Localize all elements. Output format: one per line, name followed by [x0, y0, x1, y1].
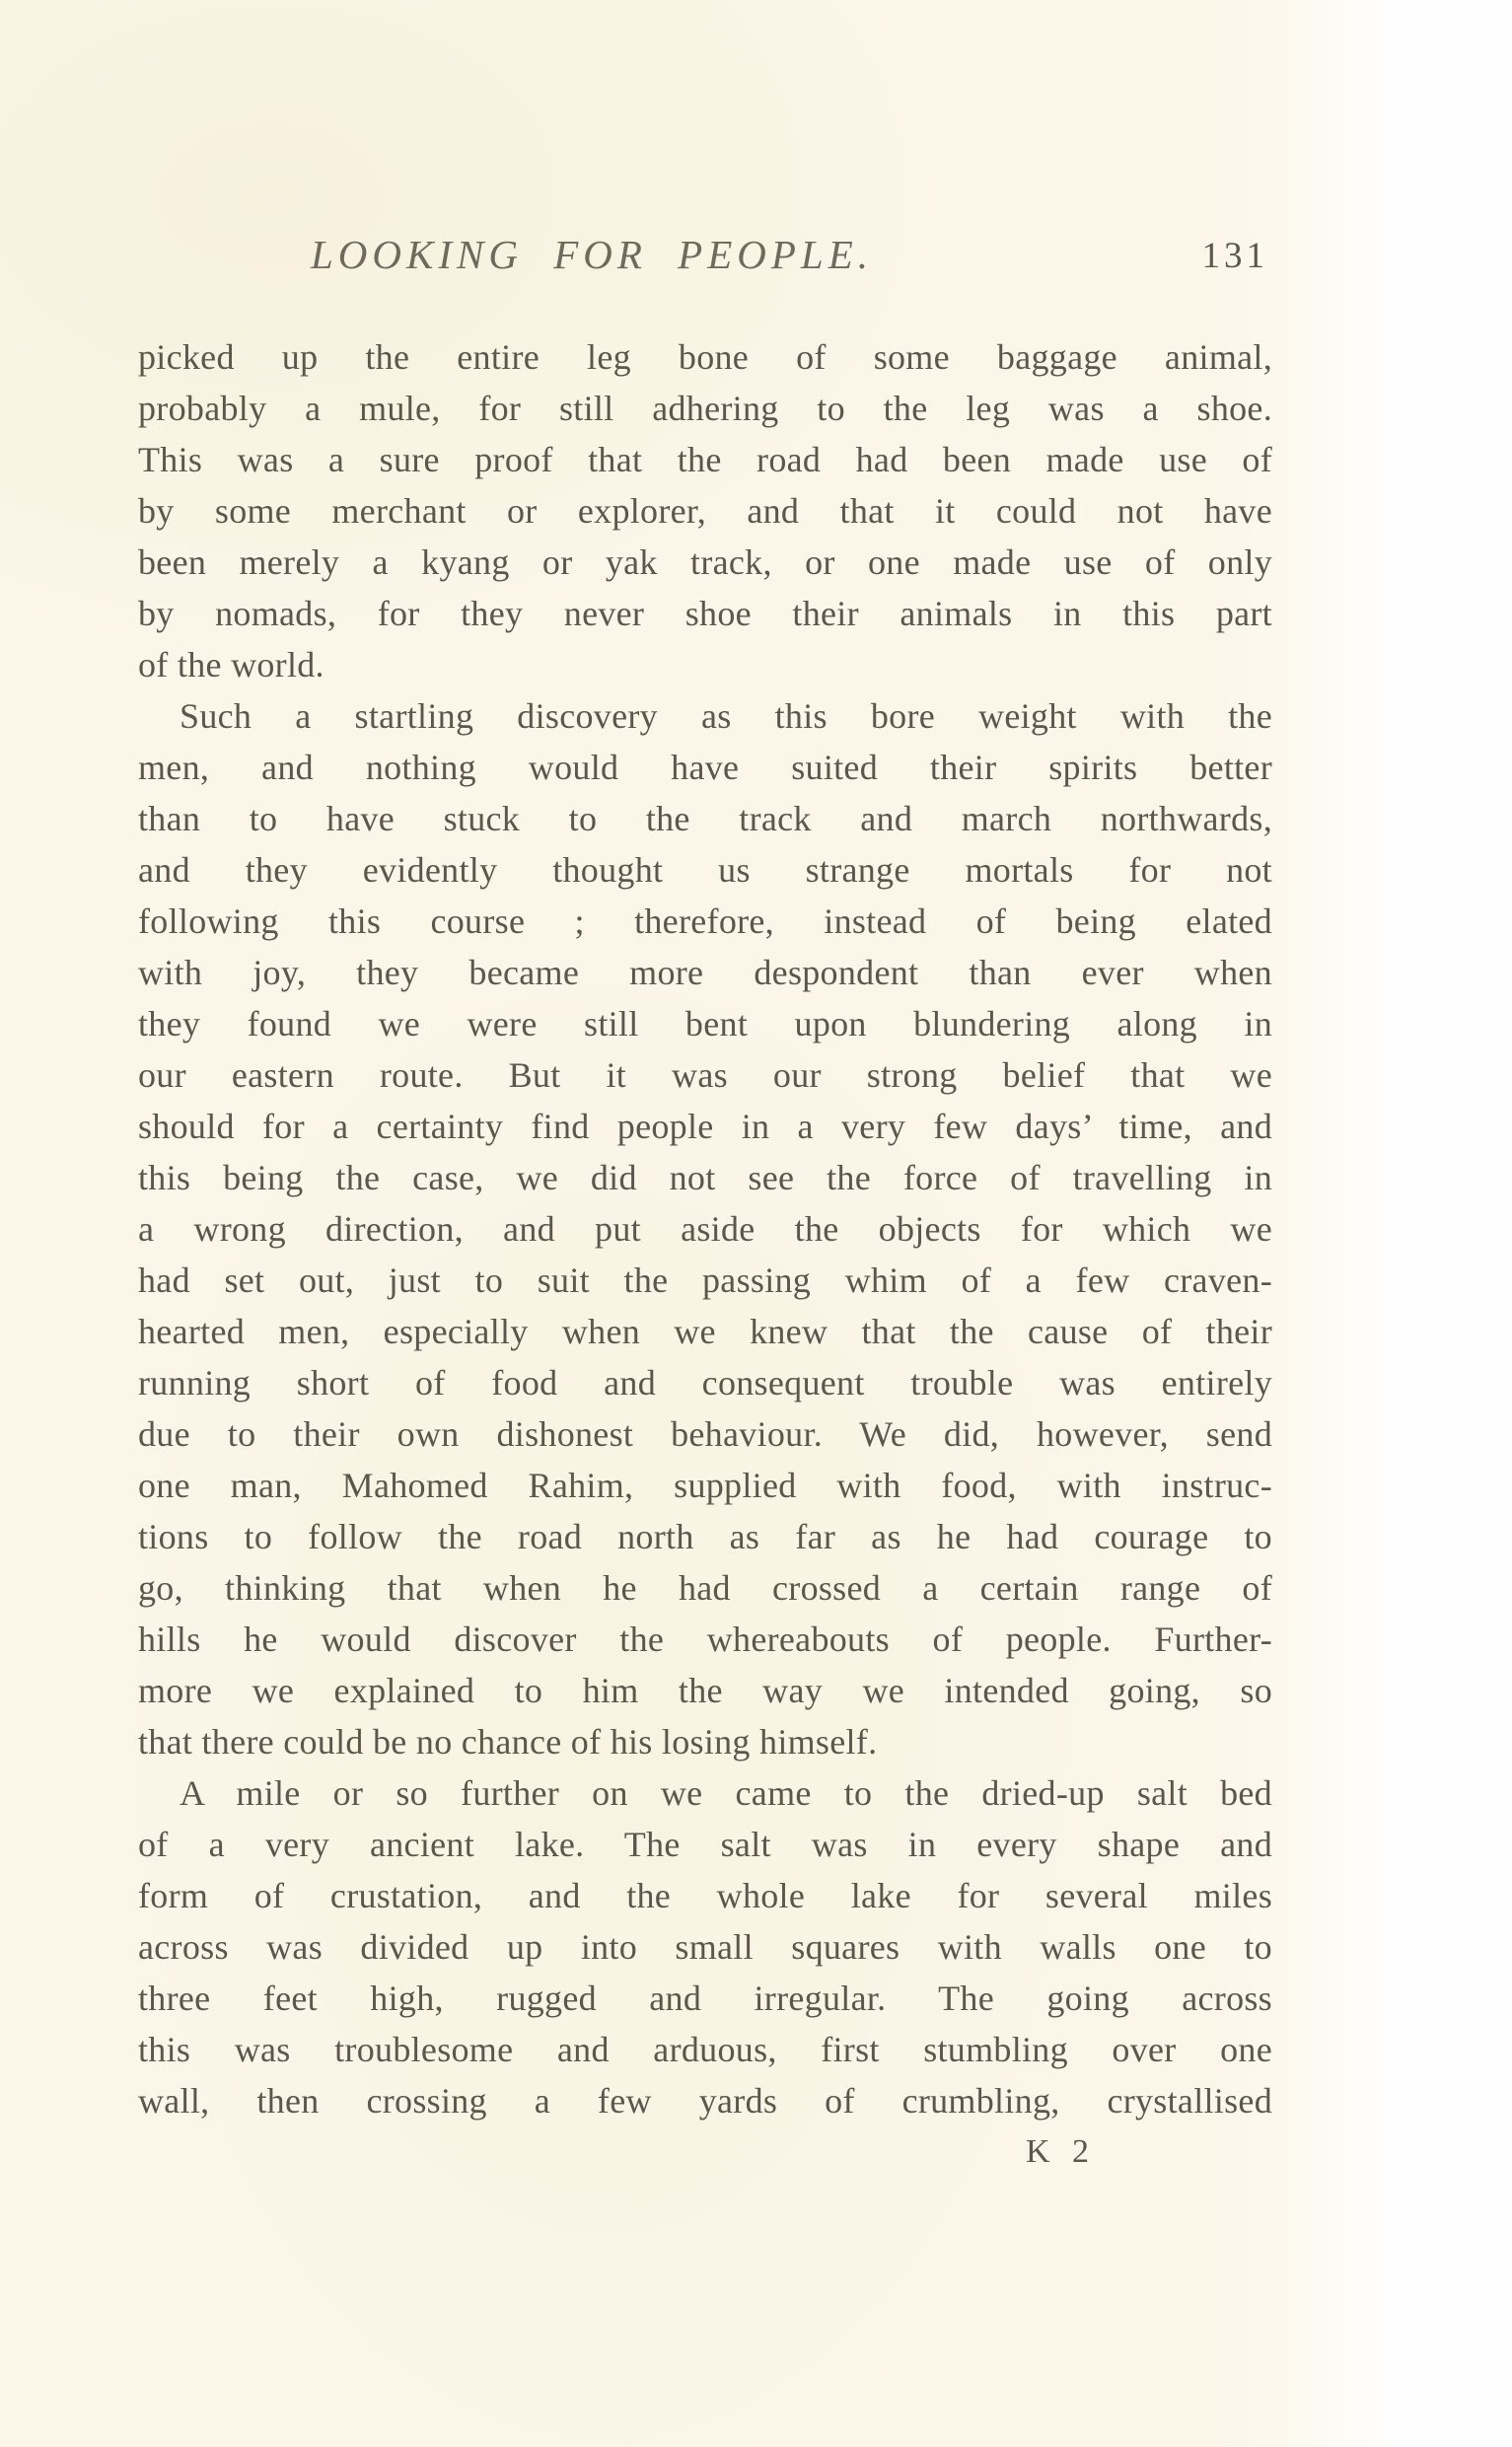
text-line: and they evidently thought us strange mortals for not [138, 850, 1272, 890]
text-line: with joy, they became more despondent than ever when [138, 953, 1272, 992]
text-line: more we explained to him the way we intended going, so [138, 1671, 1272, 1710]
text-line: tions to follow the road north as far as he had courage to [138, 1517, 1272, 1556]
text-line: by nomads, for they never shoe their animals in this part [138, 594, 1272, 633]
text-line: three feet high, rugged and irregular. The going across [138, 1979, 1272, 2018]
text-line: one man, Mahomed Rahim, supplied with food, with instruc- [138, 1466, 1272, 1505]
text-line: had set out, just to suit the passing whim of a few craven- [138, 1260, 1272, 1300]
text-line: picked up the entire leg bone of some baggage animal, [138, 337, 1272, 377]
text-line: they found we were still bent upon blundering along in [138, 1004, 1272, 1044]
text-line: of a very ancient lake. The salt was in every shape and [138, 1825, 1272, 1864]
text-line: a wrong direction, and put aside the objects for which we [138, 1209, 1272, 1249]
body-text-block [138, 331, 1272, 2126]
text-line: hearted men, especially when we knew that the cause of their [138, 1312, 1272, 1351]
text-line: wall, then crossing a few yards of crumbling, crystallised [138, 2081, 1272, 2121]
text-line: of the world. [138, 645, 324, 684]
signature-mark: K 2 [1026, 2133, 1097, 2170]
text-line: than to have stuck to the track and march northwards, [138, 799, 1272, 838]
text-line: this was troublesome and arduous, first stumbling over one [138, 2030, 1272, 2069]
text-line: Such a startling discovery as this bore weight with the [180, 696, 1272, 736]
text-line: due to their own dishonest behaviour. We did, however, send [138, 1414, 1272, 1454]
running-title: LOOKING FOR PEOPLE. [310, 232, 873, 277]
paragraph [138, 690, 1272, 1767]
text-line: probably a mule, for still adhering to the leg was a shoe. [138, 389, 1272, 428]
text-line: This was a sure proof that the road had been made use of [138, 440, 1272, 479]
text-line: men, and nothing would have suited their spirits better [138, 748, 1272, 787]
text-line: following this course ; therefore, instead of being elated [138, 901, 1272, 941]
text-line: this being the case, we did not see the force of travelling in [138, 1158, 1272, 1197]
text-line: that there could be no chance of his losing himself. [138, 1722, 878, 1762]
text-line: should for a certainty find people in a very few days’ time, and [138, 1107, 1272, 1146]
text-line: running short of food and consequent trouble was entirely [138, 1363, 1272, 1403]
page-number: 131 [1201, 236, 1268, 276]
text-line: our eastern route. But it was our strong belief that we [138, 1055, 1272, 1095]
page-header [138, 225, 1272, 284]
text-line: been merely a kyang or yak track, or one made use of only [138, 542, 1272, 582]
paragraph [138, 1767, 1272, 2126]
paragraph [138, 331, 1272, 690]
text-line: by some merchant or explorer, and that it could not have [138, 491, 1272, 531]
text-line: A mile or so further on we came to the dried-up salt bed [180, 1773, 1272, 1813]
text-line: form of crustation, and the whole lake for several miles [138, 1876, 1272, 1915]
text-line: go, thinking that when he had crossed a certain range of [138, 1568, 1272, 1608]
text-line: hills he would discover the whereabouts of people. Further- [138, 1619, 1272, 1659]
text-line: across was divided up into small squares with walls one to [138, 1927, 1272, 1967]
